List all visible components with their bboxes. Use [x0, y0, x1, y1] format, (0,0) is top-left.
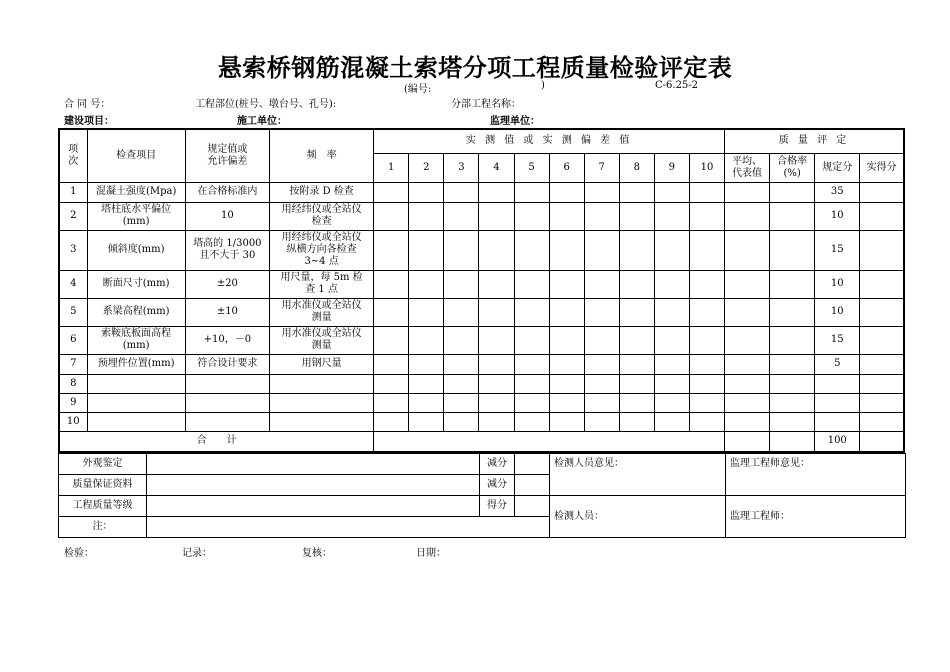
actual-score-cell[interactable]	[860, 374, 904, 393]
measure-cell[interactable]	[479, 298, 514, 326]
row-frequency: 用水准仪或全站仪 测量	[269, 298, 373, 326]
measure-cell[interactable]	[374, 326, 409, 354]
row-check-item: 系梁高程(mm)	[87, 298, 185, 326]
measure-cell[interactable]	[689, 270, 724, 298]
measure-cell[interactable]	[479, 230, 514, 270]
contract-no-label: 合 同 号：	[64, 99, 111, 110]
measure-cell[interactable]	[689, 182, 724, 202]
measure-cell[interactable]	[619, 393, 654, 412]
row-score: 15	[815, 230, 860, 270]
measure-cell[interactable]	[444, 298, 479, 326]
row-score: 35	[815, 182, 860, 202]
row-no: 5	[59, 298, 87, 326]
actual-score-cell[interactable]	[860, 298, 904, 326]
appearance-deduct-label: 减分	[480, 454, 515, 475]
measure-cell[interactable]	[584, 182, 619, 202]
form-code: C-6.25-2	[655, 80, 699, 91]
row-frequency	[269, 412, 373, 431]
row-check-item	[87, 412, 185, 431]
measure-cell[interactable]	[654, 298, 689, 326]
measure-cell[interactable]	[409, 374, 444, 393]
table-row	[59, 412, 904, 431]
location-label: 工程部位(桩号、墩台号、孔号):	[195, 99, 337, 110]
measure-cell[interactable]	[689, 326, 724, 354]
row-score: 10	[815, 298, 860, 326]
measure-cell[interactable]	[514, 270, 549, 298]
measure-cell[interactable]	[514, 326, 549, 354]
measure-cell[interactable]	[444, 270, 479, 298]
row-no: 4	[59, 270, 87, 298]
measure-cell[interactable]	[444, 230, 479, 270]
project-label: 建设项目：	[64, 116, 114, 127]
measure-cell[interactable]	[689, 298, 724, 326]
row-no: 10	[59, 412, 87, 431]
quality-docs-deduct-value[interactable]	[515, 475, 550, 496]
measure-cell[interactable]	[654, 412, 689, 431]
measure-cell[interactable]	[619, 270, 654, 298]
header-check-item: 检查项目	[87, 129, 185, 182]
engineer-opinion[interactable]: 监理工程师意见：	[726, 454, 906, 496]
row-score	[815, 412, 860, 431]
measure-cell[interactable]	[374, 412, 409, 431]
table-row	[59, 298, 904, 326]
row-spec: +10，－0	[185, 326, 269, 354]
measure-cell[interactable]	[374, 202, 409, 230]
grade-label: 工程质量等级	[59, 496, 147, 517]
measure-cell[interactable]	[444, 326, 479, 354]
pass-rate-cell[interactable]	[770, 374, 815, 393]
measure-cell[interactable]	[619, 298, 654, 326]
measure-cell[interactable]	[654, 374, 689, 393]
measure-cell[interactable]	[654, 202, 689, 230]
row-no: 1	[59, 182, 87, 202]
measure-cell[interactable]	[409, 354, 444, 374]
measure-cell[interactable]	[549, 230, 584, 270]
quality-docs-label: 质量保证资料	[59, 475, 147, 496]
pass-rate-cell[interactable]	[770, 202, 815, 230]
row-check-item: 倾斜度(mm)	[87, 230, 185, 270]
avg-cell[interactable]	[725, 393, 770, 412]
assessment-table	[58, 453, 906, 538]
table-row	[59, 270, 904, 298]
row-spec: 在合格标准内	[185, 182, 269, 202]
grade-score-label: 得分	[480, 496, 515, 517]
row-spec: ±20	[185, 270, 269, 298]
measure-cell[interactable]	[689, 230, 724, 270]
pass-rate-cell[interactable]	[770, 230, 815, 270]
avg-cell[interactable]	[725, 182, 770, 202]
measure-cell[interactable]	[549, 202, 584, 230]
row-check-item	[87, 374, 185, 393]
measure-cell[interactable]	[514, 298, 549, 326]
number-label: (编号:	[404, 84, 432, 95]
measure-cell[interactable]	[619, 374, 654, 393]
measure-cell[interactable]	[374, 270, 409, 298]
measure-cell[interactable]	[549, 374, 584, 393]
pass-rate-cell[interactable]	[770, 326, 815, 354]
header-avg: 平均、 代表值	[725, 153, 770, 182]
measure-cell[interactable]	[409, 182, 444, 202]
measure-cell[interactable]	[444, 202, 479, 230]
measure-cell[interactable]	[549, 354, 584, 374]
note-value[interactable]	[147, 517, 550, 538]
row-frequency: 用经纬仪或全站仪 检查	[269, 202, 373, 230]
row-score: 15	[815, 326, 860, 354]
row-frequency: 按附录 D 检查	[269, 182, 373, 202]
measure-cell[interactable]	[689, 393, 724, 412]
measure-cell[interactable]	[479, 354, 514, 374]
header-measure-col: 5	[514, 153, 549, 182]
row-spec	[185, 412, 269, 431]
header-measure-col: 7	[584, 153, 619, 182]
avg-cell[interactable]	[725, 270, 770, 298]
row-frequency	[269, 393, 373, 412]
row-frequency: 用经纬仪或全站仪 纵横方向各检查 3~4 点	[269, 230, 373, 270]
row-score: 10	[815, 202, 860, 230]
actual-score-cell[interactable]	[860, 354, 904, 374]
avg-cell[interactable]	[725, 202, 770, 230]
header-pass-rate: 合格率 (%)	[770, 153, 815, 182]
row-score: 10	[815, 270, 860, 298]
measure-cell[interactable]	[374, 230, 409, 270]
actual-score-cell[interactable]	[860, 393, 904, 412]
row-spec: 10	[185, 202, 269, 230]
total-measure[interactable]	[374, 431, 725, 452]
total-avg[interactable]	[725, 431, 770, 452]
measure-cell[interactable]	[654, 230, 689, 270]
row-check-item: 预埋件位置(mm)	[87, 354, 185, 374]
measure-cell[interactable]	[514, 202, 549, 230]
measure-cell[interactable]	[479, 182, 514, 202]
row-spec: 符合设计要求	[185, 354, 269, 374]
measure-cell[interactable]	[374, 374, 409, 393]
table-row	[59, 202, 904, 230]
measure-cell[interactable]	[374, 182, 409, 202]
header-item-no: 项 次	[59, 129, 87, 182]
measure-cell[interactable]	[444, 182, 479, 202]
measure-cell[interactable]	[409, 326, 444, 354]
measure-cell[interactable]	[689, 412, 724, 431]
measure-cell[interactable]	[514, 393, 549, 412]
measure-cell[interactable]	[549, 393, 584, 412]
appearance-deduct-value[interactable]	[515, 454, 550, 475]
number-close: )	[541, 80, 545, 91]
measure-cell[interactable]	[479, 326, 514, 354]
measure-cell[interactable]	[619, 230, 654, 270]
grade-score-value[interactable]	[515, 496, 550, 517]
header-spec: 规定值或 允许偏差	[185, 129, 269, 182]
measure-cell[interactable]	[689, 374, 724, 393]
header-score: 规定分	[815, 153, 860, 182]
header-measure-col: 6	[549, 153, 584, 182]
pass-rate-cell[interactable]	[770, 298, 815, 326]
avg-cell[interactable]	[725, 354, 770, 374]
row-check-item: 索鞍底板面高程 (mm)	[87, 326, 185, 354]
measure-cell[interactable]	[409, 298, 444, 326]
measure-cell[interactable]	[409, 202, 444, 230]
total-row	[59, 431, 904, 452]
measure-cell[interactable]	[409, 412, 444, 431]
measure-cell[interactable]	[619, 182, 654, 202]
header-measure-col: 4	[479, 153, 514, 182]
total-score: 100	[815, 431, 860, 452]
avg-cell[interactable]	[725, 374, 770, 393]
avg-cell[interactable]	[725, 412, 770, 431]
note-label: 注：	[59, 517, 147, 538]
actual-score-cell[interactable]	[860, 326, 904, 354]
measure-cell[interactable]	[514, 230, 549, 270]
measure-cell[interactable]	[584, 412, 619, 431]
header-measure-col: 10	[689, 153, 724, 182]
contractor-label: 施工单位：	[237, 116, 287, 127]
row-no: 7	[59, 354, 87, 374]
row-frequency: 用水准仪或全站仪 测量	[269, 326, 373, 354]
measure-cell[interactable]	[514, 354, 549, 374]
measure-cell[interactable]	[409, 230, 444, 270]
header-frequency: 频 率	[269, 129, 373, 182]
measure-cell[interactable]	[584, 270, 619, 298]
measure-cell[interactable]	[654, 354, 689, 374]
measure-cell[interactable]	[549, 182, 584, 202]
engineer-signature[interactable]: 监理工程师：	[726, 496, 906, 538]
row-score	[815, 374, 860, 393]
pass-rate-cell[interactable]	[770, 270, 815, 298]
row-check-item	[87, 393, 185, 412]
measure-cell[interactable]	[479, 393, 514, 412]
actual-score-cell[interactable]	[860, 270, 904, 298]
header-quality: 质 量 评 定	[725, 129, 904, 153]
measure-cell[interactable]	[549, 298, 584, 326]
quality-docs-deduct-label: 减分	[480, 475, 515, 496]
footer-date: 日期：	[416, 548, 446, 559]
row-no: 2	[59, 202, 87, 230]
measure-cell[interactable]	[444, 393, 479, 412]
inspection-table	[58, 128, 905, 453]
table-row	[59, 326, 904, 354]
measure-cell[interactable]	[549, 270, 584, 298]
measure-cell[interactable]	[584, 374, 619, 393]
inspector-signature[interactable]: 检测人员：	[550, 496, 726, 538]
measure-cell[interactable]	[514, 182, 549, 202]
measure-cell[interactable]	[479, 412, 514, 431]
row-score	[815, 393, 860, 412]
row-check-item: 混凝土强度(Mpa)	[87, 182, 185, 202]
total-pass-rate[interactable]	[770, 431, 815, 452]
measure-cell[interactable]	[444, 412, 479, 431]
row-no: 8	[59, 374, 87, 393]
row-spec	[185, 374, 269, 393]
total-actual-score[interactable]	[860, 431, 904, 452]
avg-cell[interactable]	[725, 326, 770, 354]
measure-cell[interactable]	[584, 202, 619, 230]
measure-cell[interactable]	[479, 202, 514, 230]
row-frequency: 用钢尺量	[269, 354, 373, 374]
row-spec: ±10	[185, 298, 269, 326]
row-check-item: 塔柱底水平偏位 (mm)	[87, 202, 185, 230]
actual-score-cell[interactable]	[860, 412, 904, 431]
measure-cell[interactable]	[514, 412, 549, 431]
measure-cell[interactable]	[654, 182, 689, 202]
measure-cell[interactable]	[584, 298, 619, 326]
table-row	[59, 354, 904, 374]
row-score: 5	[815, 354, 860, 374]
actual-score-cell[interactable]	[860, 230, 904, 270]
measure-cell[interactable]	[374, 298, 409, 326]
pass-rate-cell[interactable]	[770, 393, 815, 412]
measure-cell[interactable]	[444, 354, 479, 374]
sub-project-label: 分部工程名称：	[451, 99, 521, 110]
inspector-opinion[interactable]: 检测人员意见：	[550, 454, 726, 496]
measure-cell[interactable]	[619, 202, 654, 230]
measure-cell[interactable]	[654, 393, 689, 412]
appearance-value[interactable]	[147, 454, 480, 475]
footer-check: 检验：	[64, 548, 94, 559]
measure-cell[interactable]	[619, 354, 654, 374]
row-check-item: 断面尺寸(mm)	[87, 270, 185, 298]
measure-cell[interactable]	[409, 270, 444, 298]
measure-cell[interactable]	[584, 393, 619, 412]
header-measure-col: 9	[654, 153, 689, 182]
total-label: 合 计	[59, 431, 374, 452]
measure-cell[interactable]	[374, 354, 409, 374]
row-spec	[185, 393, 269, 412]
row-frequency	[269, 374, 373, 393]
measure-cell[interactable]	[654, 326, 689, 354]
measure-cell[interactable]	[584, 326, 619, 354]
measure-cell[interactable]	[619, 326, 654, 354]
pass-rate-cell[interactable]	[770, 182, 815, 202]
measure-cell[interactable]	[654, 270, 689, 298]
actual-score-cell[interactable]	[860, 202, 904, 230]
header-measure-col: 1	[374, 153, 409, 182]
measure-cell[interactable]	[479, 270, 514, 298]
supervisor-label: 监理单位：	[490, 116, 540, 127]
grade-value[interactable]	[147, 496, 480, 517]
table-row	[59, 393, 904, 412]
measure-cell[interactable]	[514, 374, 549, 393]
header-measure-col: 2	[409, 153, 444, 182]
pass-rate-cell[interactable]	[770, 354, 815, 374]
avg-cell[interactable]	[725, 298, 770, 326]
actual-score-cell[interactable]	[860, 182, 904, 202]
pass-rate-cell[interactable]	[770, 412, 815, 431]
table-row	[59, 230, 904, 270]
measure-cell[interactable]	[479, 374, 514, 393]
measure-cell[interactable]	[444, 374, 479, 393]
header-measure-col: 3	[444, 153, 479, 182]
appearance-label: 外观鉴定	[59, 454, 147, 475]
measure-cell[interactable]	[409, 393, 444, 412]
row-no: 6	[59, 326, 87, 354]
footer-record: 记录：	[182, 548, 212, 559]
row-spec: 塔高的 1/3000 且不大于 30	[185, 230, 269, 270]
measure-cell[interactable]	[689, 202, 724, 230]
measure-cell[interactable]	[584, 354, 619, 374]
avg-cell[interactable]	[725, 230, 770, 270]
footer-review: 复核：	[302, 548, 332, 559]
measure-cell[interactable]	[549, 326, 584, 354]
measure-cell[interactable]	[584, 230, 619, 270]
measure-cell[interactable]	[689, 354, 724, 374]
header-measure-col: 8	[619, 153, 654, 182]
page-title: 悬索桥钢筋混凝土索塔分项工程质量检验评定表	[217, 53, 733, 82]
measure-cell[interactable]	[549, 412, 584, 431]
row-no: 3	[59, 230, 87, 270]
table-row	[59, 182, 904, 202]
row-no: 9	[59, 393, 87, 412]
measure-cell[interactable]	[374, 393, 409, 412]
header-actual-score: 实得分	[860, 153, 904, 182]
header-measured: 实 测 值 或 实 测 偏 差 值	[374, 129, 725, 153]
quality-docs-value[interactable]	[147, 475, 480, 496]
table-row	[59, 374, 904, 393]
row-frequency: 用尺量，每 5m 检 查 1 点	[269, 270, 373, 298]
measure-cell[interactable]	[619, 412, 654, 431]
